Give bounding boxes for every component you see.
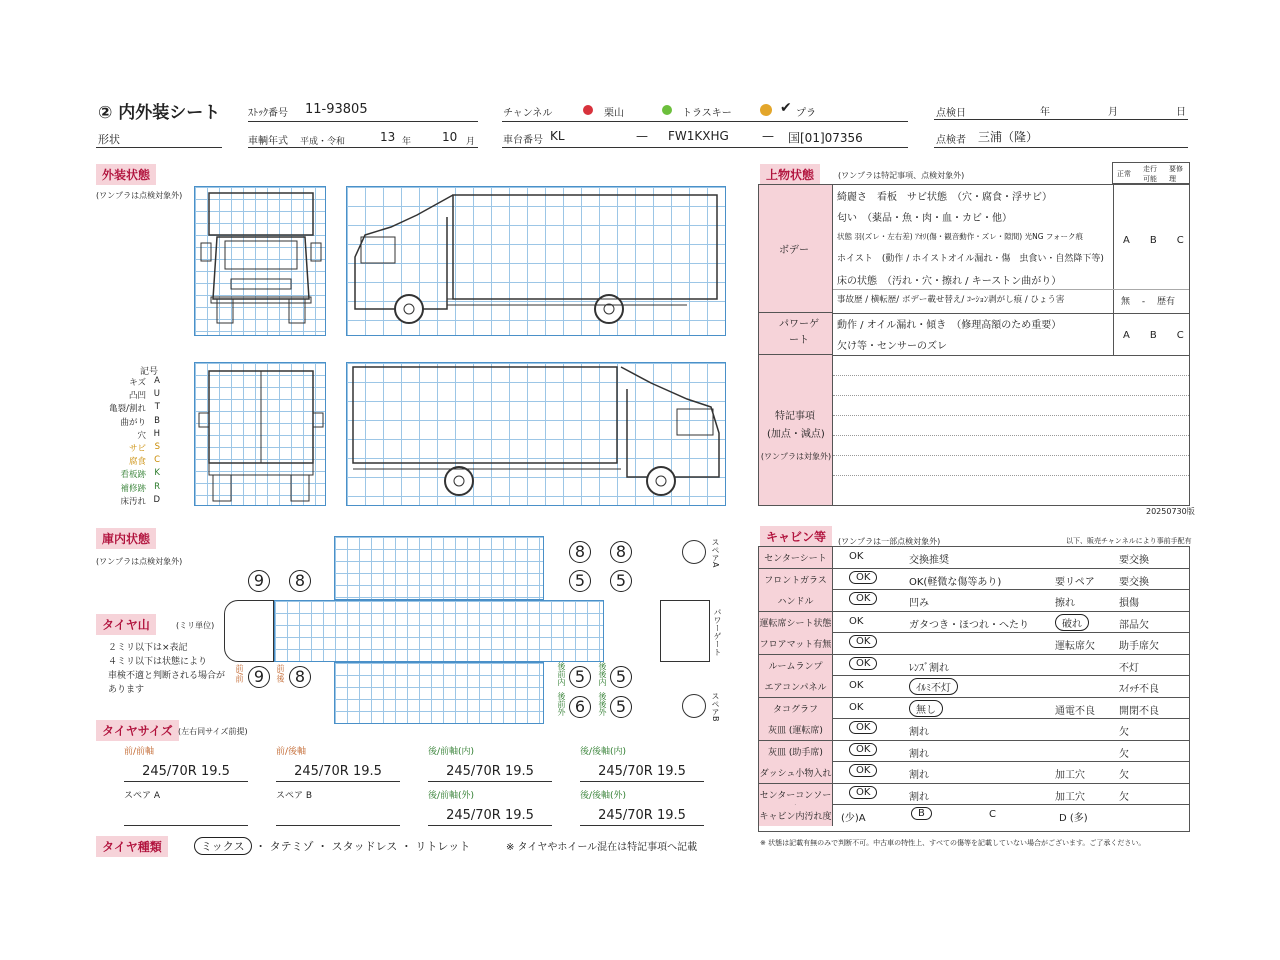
cabin-row	[759, 805, 1189, 827]
tire-r5[interactable]: 5	[569, 666, 591, 688]
cabin-table	[758, 546, 1190, 832]
legend-code: U	[153, 389, 160, 400]
tire-size-value[interactable]: 245/70R 19.5	[428, 764, 552, 782]
accident-marks: 無 - 歴有	[1121, 297, 1175, 307]
inspect-date-day: 日	[1176, 107, 1186, 118]
tire-r2[interactable]: 8	[610, 541, 632, 563]
tire-size-label: スペア A	[124, 791, 161, 801]
cabin-option[interactable]: 助手席欠	[1119, 641, 1159, 652]
spare-a-label: スペアA	[711, 538, 720, 568]
tire-r4[interactable]: 5	[610, 570, 632, 592]
col-normal: 正常	[1117, 170, 1131, 178]
cabin-option[interactable]: 加工穴	[1055, 791, 1085, 803]
cabin-row-label: センターコンソー	[759, 784, 833, 805]
cabin-option[interactable]: OK(軽微な傷等あり)	[909, 576, 1002, 588]
cabin-row-label: フロントガラス	[759, 569, 833, 590]
chassis-number: 国[01]07356	[788, 131, 863, 145]
cabin-option[interactable]: ｲﾙﾐ不灯	[909, 678, 958, 695]
inspect-date-year: 年	[1040, 107, 1050, 118]
cabin-row	[759, 741, 1189, 763]
month-unit: 月	[466, 137, 476, 147]
truck-right-side-view[interactable]	[346, 362, 726, 506]
legend-name: 曲がり	[120, 417, 146, 428]
cabin-row-label: エアコンパネル	[759, 676, 833, 697]
year-value: 13	[380, 130, 396, 144]
truck-rear-view[interactable]	[194, 362, 326, 506]
cabin-option[interactable]: (少)A	[841, 813, 866, 824]
legend-name: キズ	[129, 378, 146, 388]
tire-size-value[interactable]: 245/70R 19.5	[428, 808, 552, 826]
era-label: 平成・令和	[300, 137, 346, 147]
tire-size-label: 前/前軸	[124, 747, 155, 757]
exterior-note: (ワンプラは点検対象外)	[96, 191, 183, 200]
page-title: ② 内外装シート	[98, 103, 221, 123]
cabin-title: キャビン等	[760, 526, 832, 547]
cabin-row-label: フロアマット有無	[759, 633, 833, 654]
shape-label: 形状	[98, 133, 120, 146]
cabin-option[interactable]: B	[911, 807, 932, 820]
body-row-4: ホイスト (動作 / ホイストオイル漏れ・傷 虫食い・自然降下等)	[837, 254, 1104, 264]
cabin-option[interactable]: OK	[849, 680, 864, 691]
legend-code: A	[154, 376, 160, 386]
chassis-prefix: KL	[550, 129, 565, 143]
col-repair: 要修理	[1169, 165, 1183, 183]
cabin-row	[759, 676, 1189, 698]
body-row-2: 匂い （薬品・魚・肉・血・カビ・他）	[837, 213, 1012, 224]
legend-name: 腐食	[128, 457, 146, 468]
stock-number: 11-93805	[305, 102, 368, 117]
tire-size-label: 後/前軸(内)	[428, 747, 475, 757]
cabin-option[interactable]: 要交換	[1119, 576, 1149, 588]
inspector-label: 点検者	[936, 135, 966, 146]
cabin-row-label: ハンドル	[759, 590, 833, 611]
chassis-dash-2: —	[762, 129, 774, 143]
tire-size-label: 後/前軸(外)	[428, 791, 475, 801]
tire-type-retread[interactable]: リトレット	[415, 840, 471, 853]
tire-size-label: スペア B	[276, 791, 313, 801]
legend-name: 看板跡	[120, 470, 146, 481]
cabin-option[interactable]: C	[989, 809, 996, 820]
stock-label: ｽﾄｯｸ番号	[248, 108, 288, 119]
cabin-row	[759, 547, 1189, 569]
year-label: 車輌年式	[248, 136, 288, 147]
cabin-option[interactable]: OK	[849, 764, 877, 777]
power-gate-side-label: パワーゲート	[713, 608, 722, 656]
cabin-option[interactable]: 運転席欠	[1055, 641, 1095, 652]
body-row-5: 床の状態 （汚れ・穴・擦れ / キーストン曲がり）	[837, 276, 1062, 287]
channel-dot-3-icon	[760, 104, 772, 116]
truck-front-view[interactable]	[194, 186, 326, 336]
legend-code: B	[154, 415, 160, 426]
tire-size-value[interactable]: 245/70R 19.5	[276, 764, 400, 782]
legend-code: H	[153, 428, 160, 439]
tire-r7[interactable]: 6	[569, 696, 591, 718]
cabin-note: (ワンプラは一部点検対象外)	[838, 537, 941, 546]
cargo-note: (ワンプラは特記事項、点検対象外)	[838, 171, 965, 180]
cabin-option[interactable]: D (多)	[1059, 813, 1088, 824]
cabin-option[interactable]: 要リペア	[1055, 576, 1095, 588]
cabin-row	[759, 784, 1189, 806]
check-icon: ✔	[780, 100, 792, 116]
cabin-option[interactable]: OK	[849, 721, 877, 734]
legend-name: サビ	[128, 444, 146, 454]
tire-size-label: 後/後軸(外)	[580, 791, 627, 801]
cabin-option[interactable]: 割れ	[909, 748, 929, 760]
cabin-option[interactable]: OK	[849, 635, 877, 648]
cabin-row	[759, 719, 1189, 741]
tire-ff-right[interactable]: 8	[289, 570, 311, 592]
cabin-row	[759, 762, 1189, 784]
cargo-title: 上物状態	[760, 164, 820, 185]
tire-depth-line-2: ４ミリ以下は状態により	[108, 657, 208, 667]
cabin-row	[759, 698, 1189, 720]
tire-type-options: ミックス ・ タテミゾ ・ スタッドレス ・ リトレット	[194, 837, 470, 855]
cab-outline	[224, 600, 274, 662]
cabin-option[interactable]: 欠	[1119, 727, 1129, 738]
channel-2: トラスキー	[682, 108, 732, 119]
cabin-option[interactable]: 割れ	[909, 770, 929, 781]
cabin-option[interactable]: OK	[849, 786, 877, 799]
cabin-option[interactable]: 割れ	[909, 791, 929, 803]
power-gate-label: パワーゲート	[779, 319, 819, 346]
tire-size-label: 後/後軸(内)	[580, 747, 627, 757]
tire-size-value[interactable]	[276, 808, 400, 826]
cabin-option[interactable]: OK	[849, 701, 864, 713]
cargo-floor-top[interactable]	[334, 536, 544, 600]
month-value: 10	[442, 130, 458, 144]
legend-code: C	[154, 455, 160, 466]
year-unit: 年	[402, 137, 412, 147]
pg-row-2: 欠け等・センサーのズレ	[837, 341, 947, 352]
spare-b-circle[interactable]	[682, 694, 706, 718]
legend-name: 亀裂/割れ	[109, 404, 146, 415]
cabin-option[interactable]: 欠	[1119, 770, 1129, 781]
cabin-row	[759, 612, 1189, 634]
cabin-option[interactable]: OK	[849, 592, 877, 605]
body-label: ボデー	[779, 245, 809, 256]
legend-name: 床汚れ	[120, 496, 146, 507]
cabin-option[interactable]: OK	[849, 615, 864, 627]
cabin-note-right: 以下、販売チャンネルにより事前手配有	[1066, 537, 1192, 545]
cabin-row-label: 灰皿 (運転席)	[759, 719, 833, 740]
tire-type-mix[interactable]: ミックス	[194, 837, 252, 855]
cabin-footer: ※ 状態は記載有無のみで判断不可。中古車の特性上、すべての傷等を記載していない場合がございます。ご了承ください。	[760, 839, 1146, 847]
body-row-3: 状態 羽(ズレ・左右差) ｱｵﾘ(傷・観音動作・ズレ・隙間) 光NG フォーク痕	[837, 232, 1084, 241]
tire-size-value[interactable]	[124, 808, 248, 826]
cabin-option[interactable]: 損傷	[1119, 598, 1139, 609]
tire-depth-title: タイヤ山	[96, 614, 156, 635]
version-label: 20250730版	[1146, 507, 1195, 516]
cabin-row-label: キャビン内汚れ度	[759, 805, 833, 826]
legend-code: D	[153, 494, 160, 505]
tire-ff-left[interactable]: 9	[248, 570, 270, 592]
tire-r3[interactable]: 5	[569, 570, 591, 592]
cargo-floor-main[interactable]	[274, 600, 604, 662]
body-row-6: 事故歴 / 横転歴/ ボデー載せ替え/ ｺｰｼｮﾝ剥がし痕 / ひょう害	[837, 295, 1065, 305]
cabin-row	[759, 633, 1189, 655]
cabin-row	[759, 590, 1189, 612]
tire-size-label: 前/後軸	[276, 747, 307, 757]
inspect-date-month: 月	[1108, 107, 1118, 118]
tire-fr-right[interactable]: 8	[289, 666, 311, 688]
cabin-option[interactable]: 要交換	[1119, 555, 1149, 566]
cabin-option[interactable]: 開閉不良	[1119, 705, 1159, 717]
legend-name: 凸凹	[128, 391, 146, 402]
label-front-rear: 前/後	[276, 664, 285, 683]
notes-note: (ワンプラは対象外)	[760, 452, 832, 461]
cabin-option[interactable]: 割れ	[909, 727, 929, 738]
tire-size-note: (左右同サイズ前提)	[178, 727, 248, 736]
tire-size-value[interactable]: 245/70R 19.5	[580, 808, 704, 826]
label-rear-front-in: 後前内	[557, 662, 566, 686]
tire-type-rib[interactable]: タテミゾ	[269, 840, 314, 853]
tire-r8[interactable]: 5	[610, 696, 632, 718]
tire-depth-line-4: あります	[108, 685, 145, 695]
legend-name: 穴	[137, 430, 146, 441]
cabin-option[interactable]: OK	[849, 657, 877, 670]
tire-type-title: タイヤ種類	[96, 836, 168, 857]
tire-size-value[interactable]: 245/70R 19.5	[124, 764, 248, 782]
cabin-option[interactable]: ﾚﾝｽﾞ割れ	[909, 662, 949, 674]
inspector-name: 三浦（隆）	[978, 130, 1039, 144]
label-rear-rear-in: 後後内	[598, 662, 607, 686]
cabin-option[interactable]: 欠	[1119, 791, 1129, 803]
spare-a-circle[interactable]	[682, 540, 706, 564]
cabin-option[interactable]: 無し	[909, 700, 943, 717]
tire-depth-line-1: ２ミリ以下は×表記	[108, 643, 188, 653]
legend-title: 記号	[140, 367, 159, 377]
notes-label: 特記事項	[775, 411, 815, 422]
cabin-option[interactable]: 不灯	[1119, 662, 1139, 674]
legend-code: K	[154, 468, 160, 479]
tire-depth-line-3: 車検不適と判断される場合が	[108, 671, 226, 681]
tire-r1[interactable]: 8	[569, 541, 591, 563]
cabin-row	[759, 569, 1189, 591]
interior-title: 庫内状態	[96, 528, 156, 549]
cabin-option[interactable]: 通電不良	[1055, 705, 1095, 717]
cargo-floor-bottom[interactable]	[334, 662, 544, 724]
cabin-option[interactable]: ガタつき・ほつれ・へたり	[909, 619, 1029, 631]
cabin-option[interactable]: 部品欠	[1119, 619, 1149, 631]
legend-code: T	[154, 402, 160, 413]
pg-row-1: 動作 / オイル漏れ・傾き （修理高額のため重要）	[837, 320, 1062, 331]
chassis-dash-1: —	[636, 129, 648, 143]
truck-left-side-view[interactable]	[346, 186, 726, 336]
tire-size-value[interactable]: 245/70R 19.5	[580, 764, 704, 782]
cabin-option[interactable]: 擦れ	[1055, 598, 1075, 609]
cabin-row-label: ルームランプ	[759, 655, 833, 676]
cabin-option[interactable]: 交換推奨	[909, 555, 949, 566]
cargo-table	[758, 184, 1190, 506]
cabin-row-label: センターシート	[759, 547, 833, 568]
cabin-row	[759, 655, 1189, 677]
notes-sub: (加点・減点)	[767, 429, 825, 440]
cabin-row-label: ダッシュ小物入れ	[759, 762, 833, 783]
cabin-option[interactable]: 欠	[1119, 748, 1129, 760]
tire-depth-unit: (ミリ単位)	[176, 621, 215, 630]
channel-3: プラ	[796, 108, 816, 119]
interior-note: (ワンプラは点検対象外)	[96, 557, 183, 566]
label-front-front: 前/前	[235, 664, 244, 683]
cabin-option[interactable]: OK	[849, 551, 864, 562]
cabin-option[interactable]: ｽｲｯﾁ不良	[1119, 684, 1159, 695]
channel-label: チャンネル	[503, 108, 553, 119]
cabin-option[interactable]: OK	[849, 743, 877, 756]
label-rear-front-out: 後前外	[557, 692, 566, 716]
tire-size-title: タイヤサイズ	[96, 720, 179, 741]
spare-b-label: スペアB	[711, 692, 720, 722]
body-abc: A B C	[1123, 235, 1184, 246]
tire-type-studless[interactable]: スタッドレス	[331, 840, 398, 853]
legend-code: S	[154, 442, 160, 452]
label-rear-rear-out: 後後外	[598, 692, 607, 716]
exterior-title: 外装状態	[96, 164, 156, 185]
legend-name: 補修跡	[120, 483, 146, 494]
inspect-date-label: 点検日	[936, 108, 966, 119]
tire-size-grid	[116, 744, 716, 834]
cabin-row-label: タコグラフ	[759, 698, 833, 719]
tire-type-note: ※ タイヤやホイール混在は特記事項へ記載	[506, 842, 698, 853]
channel-dot-1-icon	[583, 105, 593, 115]
channel-1: 栗山	[604, 108, 624, 119]
body-row-1: 綺麗さ 看板 サビ状態 （穴・腐食・浮サビ）	[837, 192, 1052, 203]
cabin-option[interactable]: 破れ	[1055, 614, 1089, 631]
chassis-label: 車台番号	[503, 135, 543, 146]
cabin-option[interactable]: OK	[849, 571, 877, 584]
cabin-row-label: 灰皿 (助手席)	[759, 741, 833, 762]
chassis-model: FW1KXHG	[668, 129, 729, 143]
tire-fr-left[interactable]: 9	[248, 666, 270, 688]
cabin-option[interactable]: 加工穴	[1055, 770, 1085, 781]
legend-code: R	[154, 481, 160, 492]
pg-abc: A B C	[1123, 330, 1184, 341]
cabin-row-label: 運転席シート状態	[759, 612, 833, 633]
col-drivable: 走行可能	[1143, 165, 1157, 183]
cabin-option[interactable]: 凹み	[909, 598, 929, 609]
tire-r6[interactable]: 5	[610, 666, 632, 688]
channel-dot-2-icon	[662, 105, 672, 115]
